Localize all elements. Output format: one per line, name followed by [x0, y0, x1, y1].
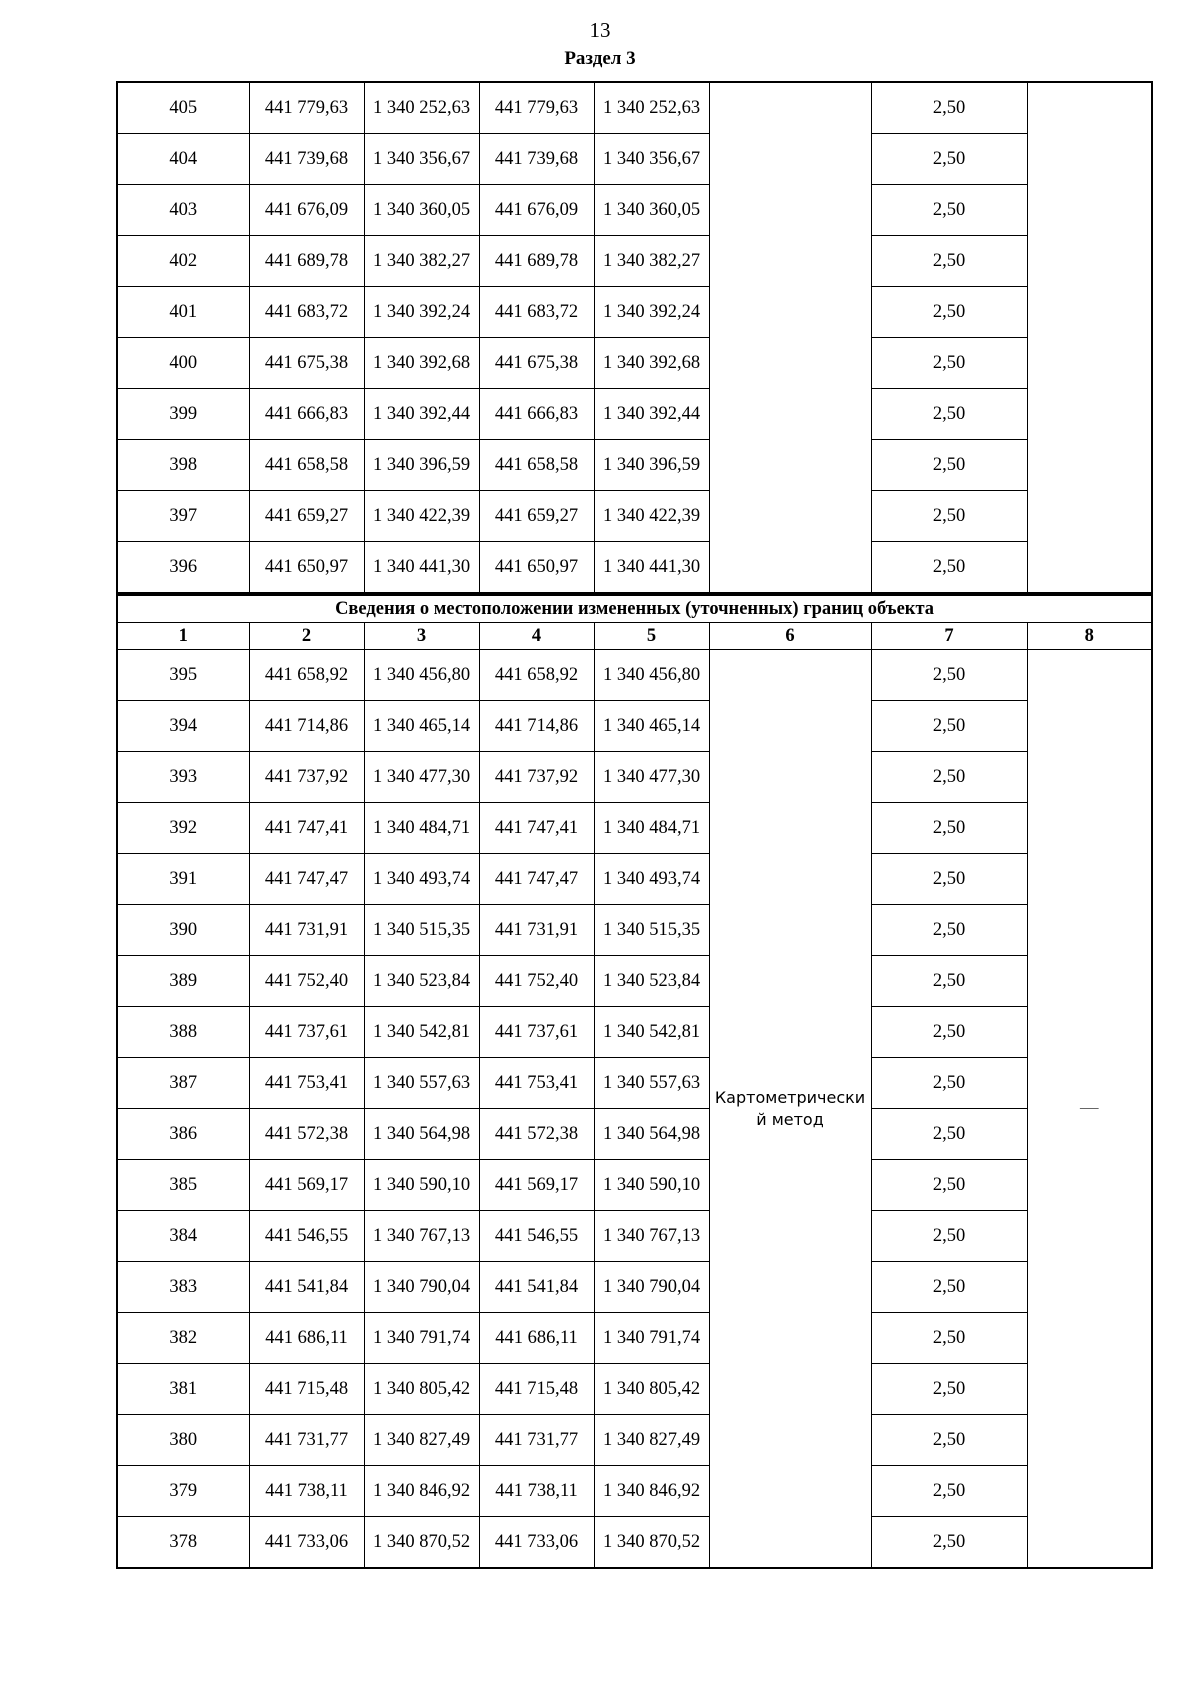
table-cell: 1 340 791,74 [364, 1313, 479, 1364]
table-cell: 1 340 846,92 [594, 1466, 709, 1517]
table-cell: 441 738,11 [249, 1466, 364, 1517]
table-cell: 1 340 484,71 [594, 803, 709, 854]
table-cell: 400 [117, 338, 249, 389]
table-cell: 1 340 515,35 [364, 905, 479, 956]
table-cell: 401 [117, 287, 249, 338]
table-cell: 390 [117, 905, 249, 956]
table-cell: 1 340 791,74 [594, 1313, 709, 1364]
table-cell: 397 [117, 491, 249, 542]
table-cell: 441 675,38 [479, 338, 594, 389]
table-cell: 1 340 557,63 [594, 1058, 709, 1109]
accuracy-cell: 2,50 [871, 1211, 1027, 1262]
table-cell: 1 340 360,05 [364, 185, 479, 236]
table-cell: 441 733,06 [479, 1517, 594, 1569]
table-cell: 1 340 790,04 [594, 1262, 709, 1313]
accuracy-cell: 2,50 [871, 803, 1027, 854]
accuracy-cell: 2,50 [871, 701, 1027, 752]
table-cell: 1 340 523,84 [364, 956, 479, 1007]
table-row [117, 542, 1152, 594]
table-cell: 441 676,09 [249, 185, 364, 236]
table-cell: 441 752,40 [479, 956, 594, 1007]
table-cell: 1 340 590,10 [364, 1160, 479, 1211]
table-cell: 441 675,38 [249, 338, 364, 389]
table-cell: 1 340 805,42 [364, 1364, 479, 1415]
table-cell: 1 340 252,63 [364, 82, 479, 134]
table-cell: 441 572,38 [249, 1109, 364, 1160]
table-cell: 1 340 382,27 [594, 236, 709, 287]
table-cell: 441 779,63 [249, 82, 364, 134]
table-cell: 394 [117, 701, 249, 752]
table-cell: 388 [117, 1007, 249, 1058]
accuracy-cell: 2,50 [871, 1364, 1027, 1415]
table-cell: 1 340 477,30 [594, 752, 709, 803]
table-cell: 1 340 465,14 [594, 701, 709, 752]
table-row [117, 854, 1152, 905]
column-header: 6 [709, 623, 871, 650]
table-cell: 1 340 252,63 [594, 82, 709, 134]
column-header: 1 [117, 623, 249, 650]
accuracy-cell: 2,50 [871, 1262, 1027, 1313]
table-cell: 1 340 396,59 [594, 440, 709, 491]
table-cell: 441 676,09 [479, 185, 594, 236]
table-cell: 441 666,83 [479, 389, 594, 440]
table-cell: 1 340 356,67 [594, 134, 709, 185]
table-row [117, 82, 1152, 134]
table-row [117, 236, 1152, 287]
table-cell: 1 340 356,67 [364, 134, 479, 185]
table-row [117, 1109, 1152, 1160]
table-row [117, 1211, 1152, 1262]
table-cell: 1 340 422,39 [594, 491, 709, 542]
table-cell: 1 340 456,80 [594, 650, 709, 701]
accuracy-cell: 2,50 [871, 1517, 1027, 1569]
table-cell: 403 [117, 185, 249, 236]
table-row [117, 287, 1152, 338]
table-cell: 1 340 382,27 [364, 236, 479, 287]
table-cell: 441 737,61 [479, 1007, 594, 1058]
table-cell: 1 340 827,49 [594, 1415, 709, 1466]
table-row [117, 1262, 1152, 1313]
table-cell: 1 340 523,84 [594, 956, 709, 1007]
table-row [117, 338, 1152, 389]
table-cell: 1 340 870,52 [364, 1517, 479, 1569]
accuracy-cell: 2,50 [871, 542, 1027, 594]
table-cell: 441 658,58 [249, 440, 364, 491]
accuracy-cell: 2,50 [871, 82, 1027, 134]
table-row [117, 134, 1152, 185]
table-cell: 1 340 827,49 [364, 1415, 479, 1466]
table-cell: 1 340 846,92 [364, 1466, 479, 1517]
accuracy-cell: 2,50 [871, 956, 1027, 1007]
column-header: 5 [594, 623, 709, 650]
table-cell: 441 650,97 [249, 542, 364, 594]
table-cell: 1 340 456,80 [364, 650, 479, 701]
table-cell: 1 340 542,81 [364, 1007, 479, 1058]
table-cell: 1 340 396,59 [364, 440, 479, 491]
table-cell: 1 340 542,81 [594, 1007, 709, 1058]
page-number: 13 [589, 18, 611, 42]
accuracy-cell: 2,50 [871, 1007, 1027, 1058]
table-cell: 441 737,92 [479, 752, 594, 803]
accuracy-cell: 2,50 [871, 854, 1027, 905]
table-cell: 381 [117, 1364, 249, 1415]
table-row [117, 905, 1152, 956]
table-cell: 441 666,83 [249, 389, 364, 440]
table-cell: 441 752,40 [249, 956, 364, 1007]
column-header-row [117, 623, 1152, 650]
table-cell: 441 731,77 [249, 1415, 364, 1466]
table-cell: 441 747,41 [249, 803, 364, 854]
table-row [117, 491, 1152, 542]
table-cell: 441 737,61 [249, 1007, 364, 1058]
table-cell: 441 747,47 [249, 854, 364, 905]
column-header: 3 [364, 623, 479, 650]
table-cell: 441 739,68 [479, 134, 594, 185]
table-cell: 441 546,55 [249, 1211, 364, 1262]
table-cell: 1 340 493,74 [594, 854, 709, 905]
table-cell: 441 686,11 [249, 1313, 364, 1364]
table-cell: 1 340 441,30 [594, 542, 709, 594]
table-cell: 441 546,55 [479, 1211, 594, 1262]
table-cell: 387 [117, 1058, 249, 1109]
table-cell: 441 731,91 [479, 905, 594, 956]
table-cell: 441 658,92 [249, 650, 364, 701]
table-cell: 396 [117, 542, 249, 594]
table-cell: 395 [117, 650, 249, 701]
accuracy-cell: 2,50 [871, 236, 1027, 287]
accuracy-cell: 2,50 [871, 752, 1027, 803]
table-row [117, 1160, 1152, 1211]
table-cell: 1 340 767,13 [594, 1211, 709, 1262]
table-cell: 399 [117, 389, 249, 440]
table-cell: 1 340 805,42 [594, 1364, 709, 1415]
accuracy-cell: 2,50 [871, 1466, 1027, 1517]
table-cell: 1 340 590,10 [594, 1160, 709, 1211]
accuracy-cell: 2,50 [871, 1109, 1027, 1160]
table-row [117, 440, 1152, 491]
empty-method-cell [709, 82, 871, 593]
table-row [117, 1364, 1152, 1415]
table-cell: 441 686,11 [479, 1313, 594, 1364]
table-cell: 441 689,78 [249, 236, 364, 287]
table-cell: 441 737,92 [249, 752, 364, 803]
table-cell: 398 [117, 440, 249, 491]
table-cell: 389 [117, 956, 249, 1007]
table-cell: 1 340 564,98 [594, 1109, 709, 1160]
accuracy-cell: 2,50 [871, 1058, 1027, 1109]
table-row [117, 185, 1152, 236]
accuracy-cell: 2,50 [871, 905, 1027, 956]
table-cell: 384 [117, 1211, 249, 1262]
accuracy-cell: 2,50 [871, 389, 1027, 440]
table-cell: 1 340 360,05 [594, 185, 709, 236]
table-cell: 379 [117, 1466, 249, 1517]
table-cell: 441 569,17 [479, 1160, 594, 1211]
table-cell: 441 572,38 [479, 1109, 594, 1160]
table-cell: 1 340 465,14 [364, 701, 479, 752]
table-cell: 1 340 564,98 [364, 1109, 479, 1160]
table-cell: 1 340 422,39 [364, 491, 479, 542]
table-row [117, 701, 1152, 752]
table-cell: 441 731,91 [249, 905, 364, 956]
table-row [117, 1058, 1152, 1109]
table-cell: 441 659,27 [249, 491, 364, 542]
table-cell: 393 [117, 752, 249, 803]
table-cell: 441 658,92 [479, 650, 594, 701]
table-cell: 441 689,78 [479, 236, 594, 287]
column-header: 7 [871, 623, 1027, 650]
accuracy-cell: 2,50 [871, 650, 1027, 701]
table-cell: 1 340 392,44 [594, 389, 709, 440]
accuracy-cell: 2,50 [871, 440, 1027, 491]
table-cell: 441 650,97 [479, 542, 594, 594]
table-cell: 441 659,27 [479, 491, 594, 542]
table-cell: 441 715,48 [249, 1364, 364, 1415]
table-cell: 441 541,84 [479, 1262, 594, 1313]
table-cell: 441 753,41 [479, 1058, 594, 1109]
table-cell: 441 753,41 [249, 1058, 364, 1109]
table-cell: 1 340 484,71 [364, 803, 479, 854]
table-row [117, 956, 1152, 1007]
table-cell: 385 [117, 1160, 249, 1211]
table-row [117, 1415, 1152, 1466]
table-row [117, 1313, 1152, 1364]
table-cell: 1 340 870,52 [594, 1517, 709, 1569]
accuracy-cell: 2,50 [871, 338, 1027, 389]
table-cell: 441 714,86 [479, 701, 594, 752]
column-header: 2 [249, 623, 364, 650]
empty-column8-cell [1027, 82, 1152, 593]
table-cell: 392 [117, 803, 249, 854]
table-cell: 380 [117, 1415, 249, 1466]
table-cell: 441 714,86 [249, 701, 364, 752]
table-cell: 441 683,72 [249, 287, 364, 338]
table-cell: 1 340 392,24 [364, 287, 479, 338]
table-cell: 1 340 392,44 [364, 389, 479, 440]
accuracy-cell: 2,50 [871, 134, 1027, 185]
table-row [117, 389, 1152, 440]
table-cell: 441 569,17 [249, 1160, 364, 1211]
section-title: Раздел 3 [564, 48, 636, 69]
accuracy-cell: 2,50 [871, 185, 1027, 236]
table-cell: 1 340 557,63 [364, 1058, 479, 1109]
table-cell: 1 340 441,30 [364, 542, 479, 594]
table-cell: 441 731,77 [479, 1415, 594, 1466]
table-cell: 441 747,41 [479, 803, 594, 854]
table-cell: 1 340 515,35 [594, 905, 709, 956]
table-cell: 1 340 392,24 [594, 287, 709, 338]
table-cell: 1 340 767,13 [364, 1211, 479, 1262]
table-cell: 441 733,06 [249, 1517, 364, 1569]
table-cell: 391 [117, 854, 249, 905]
table-row [117, 803, 1152, 854]
table-cell: 441 739,68 [249, 134, 364, 185]
table-cell: 378 [117, 1517, 249, 1569]
table-cell: 386 [117, 1109, 249, 1160]
accuracy-cell: 2,50 [871, 491, 1027, 542]
table-row [117, 1007, 1152, 1058]
section-caption-row [117, 595, 1152, 623]
accuracy-cell: 2,50 [871, 1415, 1027, 1466]
table-cell: 441 779,63 [479, 82, 594, 134]
table-cell: 441 541,84 [249, 1262, 364, 1313]
column8-cell: — [1027, 650, 1152, 1569]
table-cell: 382 [117, 1313, 249, 1364]
table-cell: 404 [117, 134, 249, 185]
accuracy-cell: 2,50 [871, 1313, 1027, 1364]
table-row [117, 1466, 1152, 1517]
table-cell: 441 738,11 [479, 1466, 594, 1517]
table-cell: 383 [117, 1262, 249, 1313]
table-cell: 1 340 392,68 [594, 338, 709, 389]
table-cell: 441 715,48 [479, 1364, 594, 1415]
table-row [117, 752, 1152, 803]
changed-boundaries-table [116, 594, 1153, 1569]
section-caption: Сведения о местоположении измененных (уточненных) границ объекта [117, 595, 1152, 623]
table-cell: 402 [117, 236, 249, 287]
accuracy-cell: 2,50 [871, 1160, 1027, 1211]
table-cell: 1 340 392,68 [364, 338, 479, 389]
table-cell: 441 683,72 [479, 287, 594, 338]
accuracy-cell: 2,50 [871, 287, 1027, 338]
table-row [117, 1517, 1152, 1569]
column-header: 8 [1027, 623, 1152, 650]
table-cell: 1 340 790,04 [364, 1262, 479, 1313]
table-cell: 441 658,58 [479, 440, 594, 491]
column-header: 4 [479, 623, 594, 650]
table-cell: 405 [117, 82, 249, 134]
table-cell: 1 340 493,74 [364, 854, 479, 905]
method-cell: Картометрически й метод [709, 650, 871, 1569]
table-cell: 441 747,47 [479, 854, 594, 905]
coordinates-table-continued [116, 81, 1153, 594]
table-row [117, 650, 1152, 701]
table-cell: 1 340 477,30 [364, 752, 479, 803]
